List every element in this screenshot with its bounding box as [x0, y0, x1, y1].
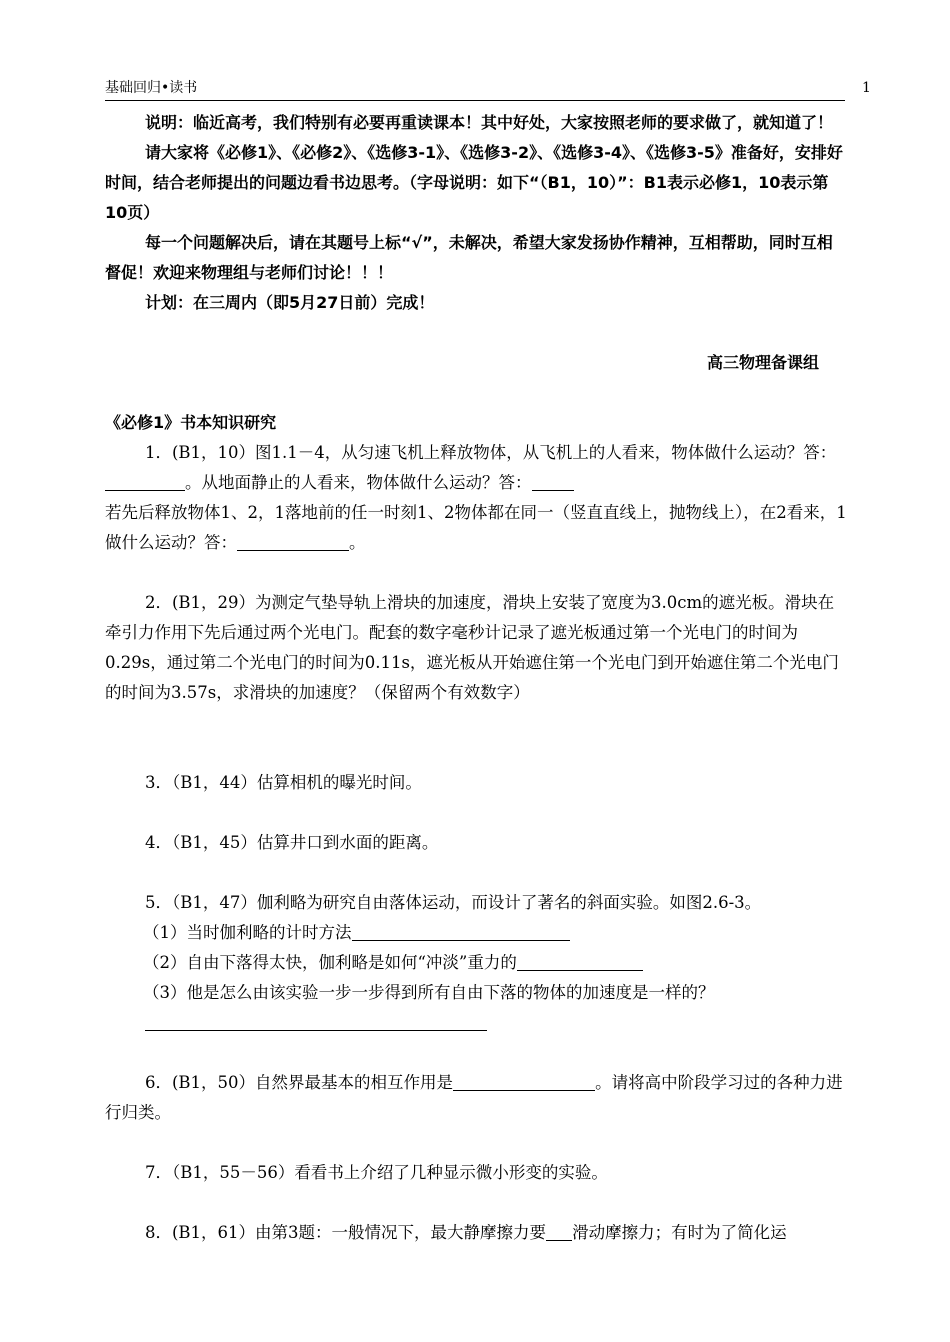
header-title: 基础回归•读书 — [105, 80, 198, 96]
q1-text-a: 1．(B1，10）图1.1－4，从匀速飞机上释放物体，从飞机上的人看来，物体做什么运动？答： — [145, 443, 837, 462]
q6-text-b: 。请将高中阶段学习过的各种力进行归类。 — [105, 1073, 843, 1122]
question-6 — [105, 1068, 847, 1128]
q1-text-c: 若先后释放物体1、2，1落地前的任一时刻1、2物体都在同一（竖直直线上，抛物线上），在2看来，1做什么运动？答： — [105, 503, 847, 552]
document-body — [105, 108, 847, 1248]
q8-text-b: 滑动摩擦力；有时为了简化运 — [572, 1223, 787, 1242]
question-8 — [105, 1218, 847, 1248]
question-1-part-2 — [105, 498, 847, 558]
q1-text-d: 。 — [349, 533, 366, 552]
question-5-sub-3: （3）他是怎么由该实验一步一步得到所有自由下落的物体的加速度是一样的？ — [143, 983, 715, 1002]
page-number: 1 — [862, 80, 871, 96]
question-2: 2．(B1，29）为测定气垫导轨上滑块的加速度，滑块上安装了宽度为3.0cm的遮光板。滑块在牵引力作用下先后通过两个光电门。配套的数字毫秒计记录了遮光板通过第一个光电门的时间为0.29s，通过第二个光电门的时间为0.11s，遮光板从开始遮住第一个光电门到开始遮住第二个光电门的时间为3.57s，求滑块的加速度？（保留两个有效数字） — [105, 593, 839, 702]
q5-s2-text: （2）自由下落得太快，伽利略是如何“冲淡”重力的 — [143, 953, 517, 972]
question-5-answer-line — [105, 1008, 847, 1038]
q5-answer-blank-1[interactable] — [352, 922, 570, 941]
question-5: 5．（B1，47）伽利略为研究自由落体运动，而设计了著名的斜面实验。如图2.6-3。 — [145, 893, 762, 912]
q8-text-a: 8．(B1，61）由第3题：一般情况下，最大静摩擦力要 — [145, 1223, 547, 1242]
q5-answer-blank-3[interactable] — [145, 1012, 487, 1031]
intro-instructions: 请大家将《必修1》、《必修2》、《选修3-1》、《选修3-2》、《选修3-4》、《选修3-5》准备好，安排好时间，结合老师提出的问题边看书边思考。（字母说明：如下“（B1，10）”：B1表示必修1，10表示第10页） — [105, 143, 843, 222]
q1-answer-blank-2[interactable] — [532, 472, 574, 491]
question-5-sub-2 — [105, 948, 847, 978]
q6-answer-blank[interactable] — [453, 1072, 595, 1091]
q1-answer-blank-1[interactable] — [105, 472, 185, 491]
question-3: 3．（B1，44）估算相机的曝光时间。 — [145, 773, 422, 792]
q5-answer-blank-2[interactable] — [517, 952, 643, 971]
intro-check-mark-note: 每一个问题解决后，请在其题号上标“√”，未解决，希望大家发扬协作精神，互相帮助，同时互相督促！欢迎来物理组与老师们讨论！！！ — [105, 233, 833, 282]
q1-text-b: 。从地面静止的人看来，物体做什么运动？答： — [185, 473, 532, 492]
question-7: 7．（B1，55－56）看看书上介绍了几种显示微小形变的实验。 — [145, 1163, 608, 1182]
q1-answer-blank-3[interactable] — [237, 532, 349, 551]
q6-text-a: 6．(B1，50）自然界最基本的相互作用是 — [145, 1073, 454, 1092]
q8-answer-blank[interactable] — [546, 1222, 572, 1241]
page-header — [105, 78, 845, 101]
question-4: 4．（B1，45）估算井口到水面的距离。 — [145, 833, 439, 852]
section-title: 《必修1》书本知识研究 — [105, 413, 277, 432]
signature: 高三物理备课组 — [706, 353, 819, 372]
intro-plan: 计划：在三周内（即5月27日前）完成！ — [145, 293, 435, 312]
question-5-sub-1 — [105, 918, 847, 948]
q5-s1-text: （1）当时伽利略的计时方法 — [143, 923, 352, 942]
intro-note: 说明：临近高考，我们特别有必要再重读课本！其中好处，大家按照老师的要求做了，就知道了！ — [145, 113, 834, 132]
question-1 — [105, 438, 847, 498]
